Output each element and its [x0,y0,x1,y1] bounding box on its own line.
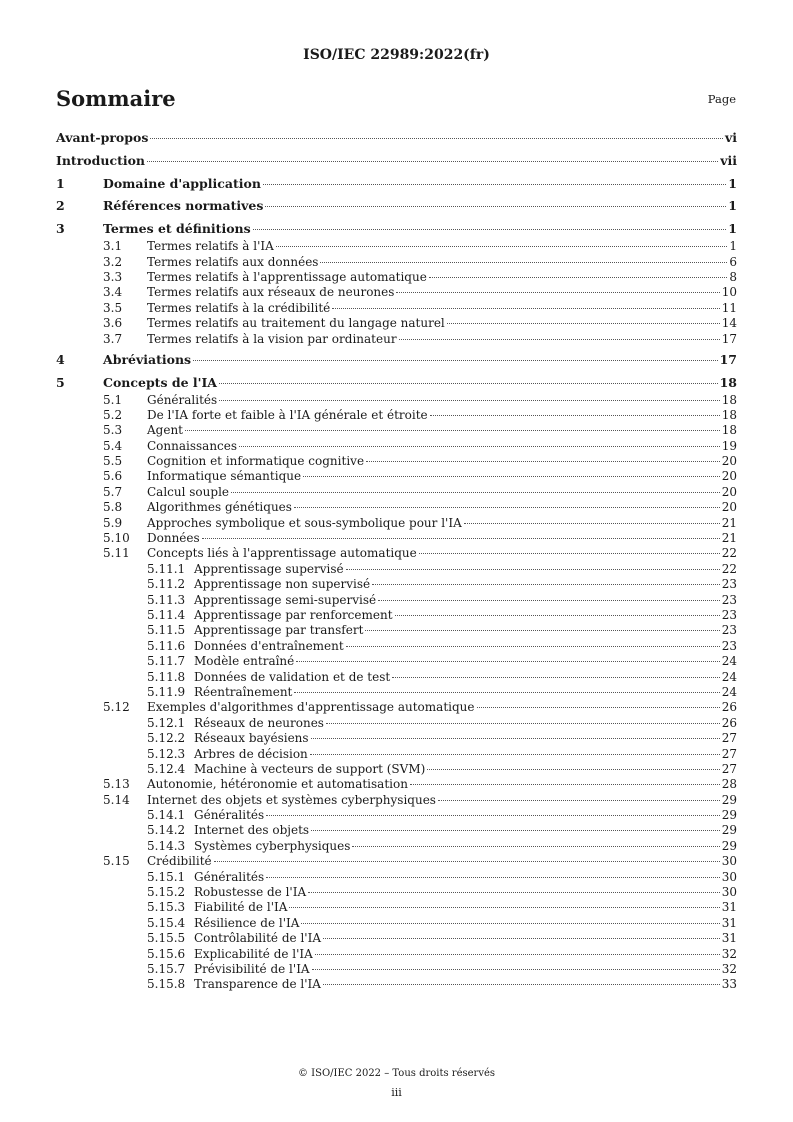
dot-leader [311,738,720,739]
dot-leader [352,846,719,847]
toc-entry-number: 5 [56,374,65,390]
toc-entry-number: 5.15.3 [147,900,186,915]
toc-entry-number: 1 [56,175,65,191]
toc-entry[interactable] [56,823,737,838]
dot-leader [253,229,727,230]
toc-entry[interactable] [56,500,737,515]
toc-entry[interactable] [56,608,737,623]
toc-entry-label: Termes relatifs à l'apprentissage automatique [147,269,427,284]
toc-entry-number: 2 [56,198,65,214]
toc-entry-page: 10 [721,285,737,300]
toc-entry-label: Apprentissage semi-supervisé [194,592,377,607]
toc-entry-label: Explicabilité de l'IA [194,946,313,961]
toc-entry[interactable] [56,373,737,393]
toc-entry-page: 29 [721,808,737,823]
toc-entry-label: Termes relatifs aux réseaux de neurones [147,285,395,300]
toc-entry-label: Exemples d'algorithmes d'apprentissage automatique [147,700,475,715]
toc-entry-label: Données de validation et de test [194,669,391,684]
toc-entry-label: Généralités [194,808,265,823]
toc-entry[interactable] [56,808,737,823]
toc-entry-number: 5.11.6 [147,638,186,653]
toc-entry-page: 23 [721,623,737,638]
toc-entry-number: 5.15.5 [147,931,186,946]
toc-entry-number: 3 [56,221,65,237]
toc-entry-number: 5.11.4 [147,607,186,622]
toc-entry[interactable] [56,301,737,316]
dot-leader [477,707,720,708]
dot-leader [326,723,720,724]
toc-entry[interactable] [56,408,737,423]
dot-leader [366,461,720,462]
dot-leader [296,661,719,662]
toc-entry-label: Transparence de l'IA [194,977,321,992]
toc-entry[interactable] [56,731,737,746]
toc-entry-page: 31 [721,931,737,946]
toc-entry-number: 5.11.5 [147,623,186,638]
toc-entry[interactable] [56,931,737,946]
toc-entry-label: Apprentissage par transfert [194,623,364,638]
toc-entry-label: Calcul souple [147,484,230,499]
toc-entry-page: 32 [721,946,737,961]
toc-entry-page: 1 [728,221,737,237]
toc-entry[interactable] [56,285,737,300]
toc-entry-label: Résilience de l'IA [194,915,300,930]
dot-leader [266,815,720,816]
page-number: iii [391,1086,402,1099]
dot-leader [427,769,719,770]
toc-entry-page: 26 [721,700,737,715]
toc-entry-page: 24 [721,654,737,669]
toc-entry-label: Systèmes cyberphysiques [194,838,351,853]
toc-entry-number: 5.15.2 [147,885,186,900]
toc-entry-label: Concepts liés à l'apprentissage automatique [147,546,417,561]
toc-entry-label: Robustesse de l'IA [194,885,307,900]
toc-entry-page: 22 [721,546,737,561]
toc-entry-label: Cognition et informatique cognitive [147,454,365,469]
toc-entry-label: De l'IA forte et faible à l'IA générale et étroite [147,407,428,422]
toc-entry-label: Contrôlabilité de l'IA [194,931,321,946]
toc-entry-label: Autonomie, hétéronomie et automatisation [147,777,408,792]
toc-entry[interactable] [56,962,737,977]
toc-entry-number: 5.2 [103,407,123,422]
toc-entry-label: Avant-propos [56,130,149,145]
dot-leader [378,600,720,601]
toc-entry-page: vii [720,152,737,168]
toc-entry-label: Références normatives [103,198,264,214]
toc-entry-number: 5.11.8 [147,669,186,684]
document-header: ISO/IEC 22989:2022(fr) [303,47,490,63]
toc-entry-label: Termes relatifs au traitement du langage naturel [147,316,445,331]
toc-entry-page: 30 [721,854,737,869]
toc-entry[interactable] [56,546,737,561]
dot-leader [150,138,723,139]
toc-entry-number: 5.3 [103,423,123,438]
toc-entry-label: Termes relatifs aux données [147,254,319,269]
toc-entry-page: 26 [721,715,737,730]
toc-entry-page: 33 [721,977,737,992]
dot-leader [276,246,728,247]
toc-entry[interactable] [56,762,737,777]
toc-entry-page: 23 [721,577,737,592]
dot-leader [219,400,720,401]
toc-entry[interactable] [56,839,737,854]
toc-entry-page: 28 [721,777,737,792]
toc-entry[interactable] [56,196,737,216]
dot-leader [323,984,720,985]
dot-leader [365,630,719,631]
toc-entry-page: 8 [729,269,737,284]
toc-entry-page: 24 [721,684,737,699]
toc-entry[interactable] [56,870,737,885]
toc-entry[interactable] [56,977,737,992]
toc-entry-label: Internet des objets et systèmes cyberphysiques [147,792,436,807]
toc-entry-number: 5.15.8 [147,977,186,992]
dot-leader [202,538,720,539]
toc-entry[interactable] [56,350,737,370]
toc-entry-label: Apprentissage non supervisé [194,577,371,592]
toc-entry-label: Arbres de décision [194,746,308,761]
toc-entry-number: 3.4 [103,285,123,300]
toc-entry-page: 27 [721,761,737,776]
toc-entry-number: 5.12.4 [147,761,186,776]
toc-entry-page: 18 [721,392,737,407]
toc-entry[interactable] [56,469,737,484]
toc-entry[interactable] [56,219,737,239]
toc-entry-page: 24 [721,669,737,684]
toc-entry-number: 5.12.3 [147,746,186,761]
dot-leader [438,800,720,801]
dot-leader [396,292,719,293]
toc-entry-page: 23 [721,607,737,622]
dot-leader [294,692,719,693]
toc-entry-label: Concepts de l'IA [103,374,218,390]
toc-entry-page: 27 [721,746,737,761]
toc-entry-number: 5.15.1 [147,869,186,884]
toc-entry-label: Apprentissage par renforcement [194,607,393,622]
toc-entry-number: 5.13 [103,777,130,792]
toc-entry-page: 21 [721,531,737,546]
toc-entry-page: 1 [729,239,737,254]
toc-entry-label: Termes et définitions [103,221,251,237]
toc-entry[interactable] [56,777,737,792]
dot-leader [399,339,720,340]
toc-entry-number: 5.11.1 [147,561,186,576]
toc-entry-label: Abréviations [103,351,192,367]
dot-leader [430,415,720,416]
toc-entry-number: 5.5 [103,454,123,469]
toc-entry-number: 3.3 [103,269,123,284]
dot-leader [395,615,720,616]
toc-entry[interactable] [56,439,737,454]
toc-entry-number: 5.1 [103,392,123,407]
toc-entry[interactable] [56,885,737,900]
toc-entry-number: 5.10 [103,531,130,546]
toc-entry-page: 14 [721,316,737,331]
toc-entry-page: 30 [721,885,737,900]
toc-entry-label: Approches symbolique et sous-symbolique pour l'IA [147,515,462,530]
dot-leader [289,907,719,908]
dot-leader [320,262,727,263]
toc-entry-number: 5.12 [103,700,130,715]
dot-leader [193,360,718,361]
toc-entry[interactable] [56,516,737,531]
toc-entry-page: 20 [721,454,737,469]
toc-entry-page: 20 [721,484,737,499]
toc-entry-number: 5.8 [103,500,123,515]
dot-leader [239,446,720,447]
toc-entry-number: 5.7 [103,484,123,499]
toc-entry[interactable] [56,947,737,962]
toc-entry-label: Généralités [194,869,265,884]
toc-entry[interactable] [56,332,737,347]
toc-entry-page: 1 [728,198,737,214]
toc-entry-page: 11 [721,300,737,315]
toc-entry-page: 29 [721,838,737,853]
toc-entry-page: vi [724,130,737,145]
toc-entry[interactable] [56,531,737,546]
toc-entry-number: 5.14.3 [147,838,186,853]
toc-entry-label: Machine à vecteurs de support (SVM) [194,761,426,776]
toc-entry-number: 5.15.4 [147,915,186,930]
toc-entry-number: 5.11.2 [147,577,186,592]
toc-entry-label: Internet des objets [194,823,310,838]
dot-leader [410,784,720,785]
toc-entry[interactable] [56,151,737,171]
toc-entry[interactable] [56,685,737,700]
dot-leader [214,861,720,862]
toc-entry-page: 20 [721,469,737,484]
toc-entry-label: Réentraînement [194,684,293,699]
dot-leader [429,277,728,278]
toc-entry-page: 29 [721,792,737,807]
dot-leader [310,754,720,755]
toc-entry[interactable] [56,423,737,438]
toc-entry[interactable] [56,916,737,931]
toc-entry[interactable] [56,623,737,638]
toc-entry[interactable] [56,255,737,270]
dot-leader [266,877,720,878]
toc-entry-number: 3.7 [103,331,123,346]
toc-entry-page: 21 [721,515,737,530]
toc-entry[interactable] [56,716,737,731]
toc-entry-number: 5.12.1 [147,715,186,730]
dot-leader [392,677,720,678]
dot-leader [294,507,720,508]
toc-entry-number: 3.5 [103,300,123,315]
dot-leader [372,584,720,585]
toc-entry-label: Données [147,531,200,546]
toc-entry[interactable] [56,670,737,685]
toc-entry-page: 18 [721,423,737,438]
toc-entry-number: 5.11 [103,546,130,561]
toc-entry-page: 31 [721,915,737,930]
dot-leader [303,476,720,477]
toc-entry-number: 5.15.7 [147,961,186,976]
toc-entry-label: Modèle entraîné [194,654,295,669]
toc-entry-label: Domaine d'application [103,175,261,191]
toc-entry-label: Termes relatifs à l'IA [147,239,274,254]
toc-entry-label: Crédibilité [147,854,212,869]
toc-entry[interactable] [56,270,737,285]
toc-entry-page: 32 [721,961,737,976]
toc-entry-page: 19 [721,438,737,453]
toc-entry-number: 5.14.2 [147,823,186,838]
dot-leader [263,184,726,185]
toc-entry-page: 17 [719,351,737,367]
toc-entry-label: Généralités [147,392,218,407]
toc-entry[interactable] [56,454,737,469]
toc-entry-label: Données d'entraînement [194,638,344,653]
toc-entry-label: Termes relatifs à la vision par ordinateur [147,331,397,346]
toc-entry-number: 5.11.9 [147,684,186,699]
toc-entry-label: Introduction [56,152,146,168]
toc-entry[interactable] [56,485,737,500]
toc-entry-number: 5.12.2 [147,731,186,746]
toc-entry-label: Connaissances [147,438,238,453]
dot-leader [231,492,720,493]
toc-entry-number: 5.4 [103,438,123,453]
toc-entry[interactable] [56,128,737,148]
dot-leader [419,553,720,554]
dot-leader [147,161,718,162]
dot-leader [447,323,720,324]
dot-leader [311,830,720,831]
toc-entry-number: 5.9 [103,515,123,530]
toc-entry-number: 5.14.1 [147,808,186,823]
toc-entry-number: 5.15 [103,854,130,869]
dot-leader [265,206,726,207]
toc-entry-number: 5.11.3 [147,592,186,607]
toc-entry[interactable] [56,654,737,669]
toc-entry-page: 23 [721,638,737,653]
toc-entry-label: Prévisibilité de l'IA [194,961,310,976]
toc-entry-page: 27 [721,731,737,746]
toc-entry[interactable] [56,316,737,331]
toc-entry[interactable] [56,700,737,715]
dot-leader [301,923,719,924]
toc-entry-label: Fiabilité de l'IA [194,900,288,915]
toc-entry[interactable] [56,577,737,592]
toc-entry-label: Apprentissage supervisé [194,561,344,576]
dot-leader [464,523,720,524]
dot-leader [332,308,719,309]
toc-entry-page: 1 [728,175,737,191]
toc-entry-number: 5.6 [103,469,123,484]
dot-leader [346,569,720,570]
toc-entry-page: 23 [721,592,737,607]
toc-entry-number: 5.15.6 [147,946,186,961]
toc-entry-page: 18 [719,374,737,390]
dot-leader [346,646,720,647]
dot-leader [308,892,720,893]
toc-entry-label: Réseaux bayésiens [194,731,309,746]
toc-entry-label: Agent [147,423,183,438]
toc-entry-number: 4 [56,351,65,367]
toc-entry-page: 17 [721,331,737,346]
toc-entry-label: Réseaux de neurones [194,715,324,730]
toc-entry-page: 20 [721,500,737,515]
toc-entry-number: 5.11.7 [147,654,186,669]
toc-entry-number: 5.14 [103,792,130,807]
toc-entry-page: 29 [721,823,737,838]
toc-entry-number: 3.2 [103,254,123,269]
copyright-footer: © ISO/IEC 2022 – Tous droits réservés [297,1068,496,1079]
toc-entry[interactable] [56,639,737,654]
page-column-label: Page [707,92,736,106]
toc-entry-page: 31 [721,900,737,915]
toc-entry-page: 22 [721,561,737,576]
toc-entry-page: 18 [721,407,737,422]
toc-entry[interactable] [56,793,737,808]
toc-entry-label: Informatique sémantique [147,469,302,484]
toc-entry[interactable] [56,593,737,608]
toc-entry[interactable] [56,562,737,577]
toc-entry[interactable] [56,854,737,869]
toc-entry-label: Termes relatifs à la crédibilité [147,300,331,315]
toc-entry-label: Algorithmes génétiques [147,500,292,515]
toc-entry[interactable] [56,393,737,408]
dot-leader [185,430,720,431]
dot-leader [219,383,718,384]
dot-leader [323,938,720,939]
page-title: Sommaire [56,86,176,111]
dot-leader [315,954,720,955]
dot-leader [312,969,720,970]
toc-entry[interactable] [56,747,737,762]
toc-entry[interactable] [56,900,737,915]
toc-entry-page: 6 [729,254,737,269]
toc-entry-page: 30 [721,869,737,884]
table-of-contents [56,128,737,993]
toc-entry-number: 3.6 [103,316,123,331]
toc-entry[interactable] [56,239,737,254]
toc-entry[interactable] [56,174,737,194]
toc-entry-number: 3.1 [103,239,123,254]
